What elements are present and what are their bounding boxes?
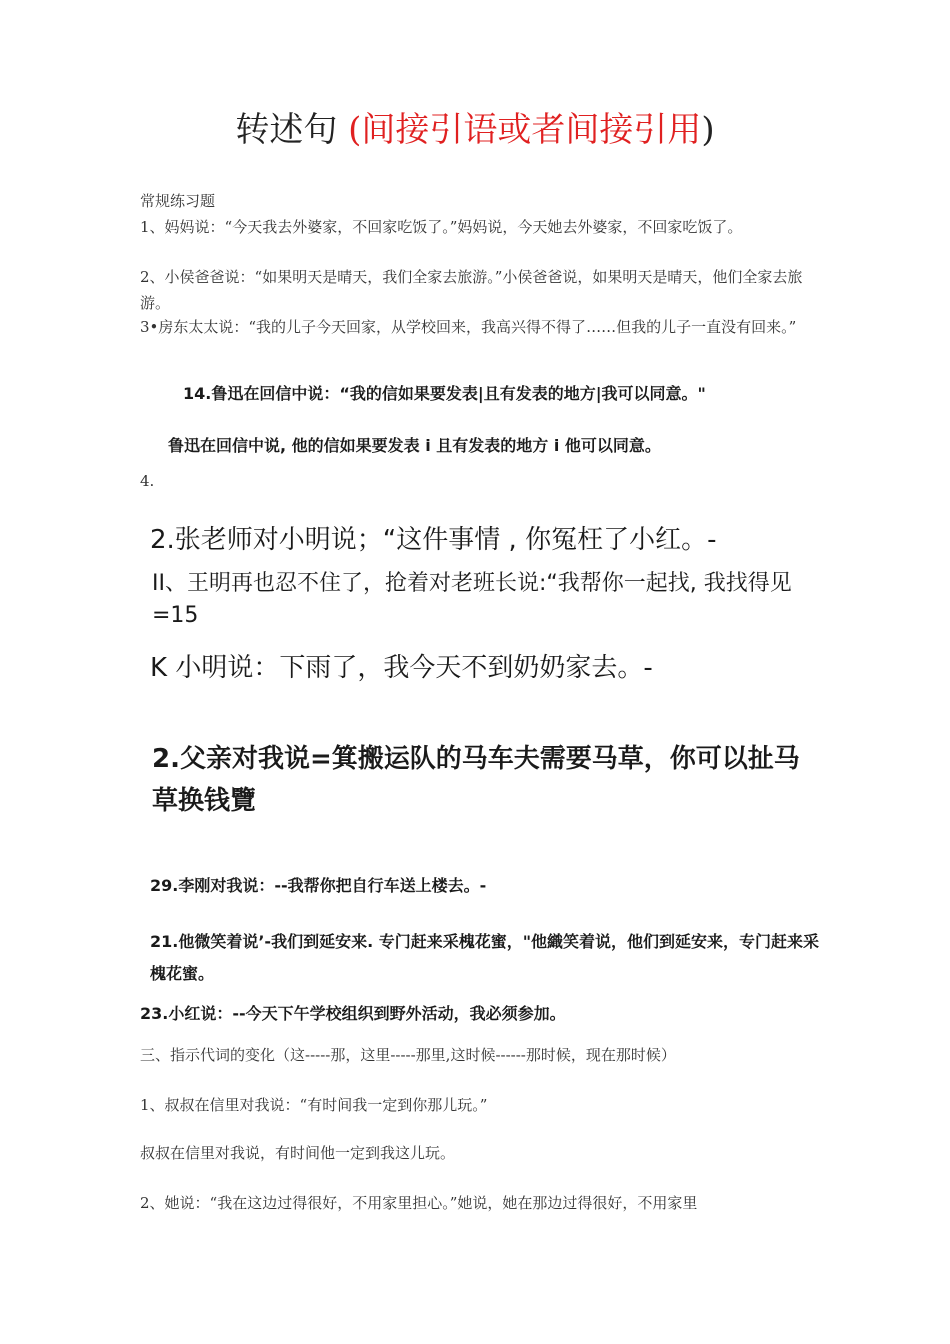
title-main: 转述句: [235, 110, 338, 150]
item-teacher: 2.张老师对小明说；“这件事情 , 你冤枉了小红。-: [150, 525, 717, 555]
section-3-question-1: 1、叔叔在信里对我说：“有时间我一定到你那儿玩。”: [140, 1096, 488, 1114]
section-3-question-2: 2、她说：“我在这边过得很好，不用家里担心。”她说，她在那边过得很好，不用家里: [140, 1194, 698, 1212]
title-highlight: 间接引语或者间接引用: [361, 110, 702, 150]
exercise-3: 3•房东太太说：“我的儿子今天回家，从学校回来，我高兴得不得了……但我的儿子一直没有回来。”: [140, 318, 797, 336]
item-14-answer: 鲁迅在回信中说, 他的信如果要发表 i 且有发表的地方 i 他可以同意。: [168, 436, 661, 455]
item-21: 21.他微笑着说’-我们到延安来. 专门赶来采槐花蜜，"他織笑着说，他们到延安来，专门赶来采槐花蜜。: [150, 932, 820, 983]
item-29: 29.李刚对我说：--我帮你把自行车送上楼去。-: [150, 876, 487, 895]
page-title: [0, 108, 950, 152]
section-3-answer-1: 叔叔在信里对我说，有时间他一定到我这儿玩。: [140, 1144, 456, 1162]
item-wangming: II、王明再也忍不住了，抢着对老班长说:“我帮你一起找, 我找得见=15: [152, 571, 792, 628]
item-father: 2.父亲对我说=箕搬运队的马车夫需要马草，你可以扯马草换钱覽: [152, 744, 800, 816]
exercise-2: 2、小侯爸爸说：“如果明天是晴天，我们全家去旅游。”小侯爸爸说，如果明天是晴天，他们全家去旅游。: [140, 268, 803, 312]
exercise-1: 1、妈妈说：“今天我去外婆家，不回家吃饭了。”妈妈说，今天她去外婆家，不回家吃饭了。: [140, 218, 743, 236]
section-3-heading: 三、指示代词的变化（这-----那，这里-----那里,这时候------那时候，现在那时候）: [140, 1046, 676, 1064]
title-close-paren: ): [701, 110, 715, 150]
item-4-label: 4.: [140, 472, 155, 490]
item-14-question: 14.鲁迅在回信中说：“我的信如果要发表|且有发表的地方|我可以同意。": [183, 384, 706, 403]
title-open-paren: (: [348, 110, 362, 150]
item-xiaoming: K 小明说：下雨了，我今天不到奶奶家去。-: [150, 653, 653, 683]
item-23: 23.小红说：--今天下午学校组织到野外活动，我必须参加。: [140, 1004, 566, 1023]
section-heading: 常规练习题: [140, 192, 216, 210]
